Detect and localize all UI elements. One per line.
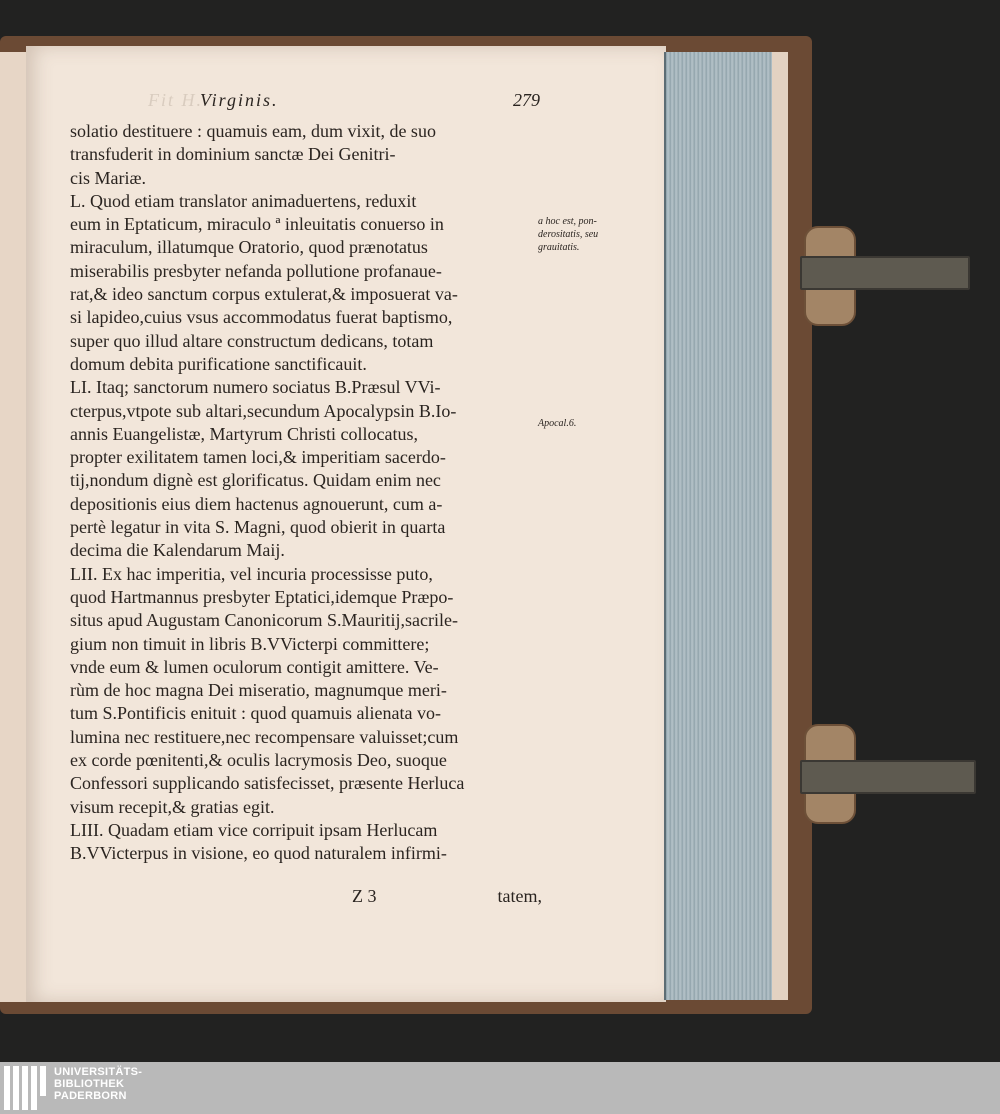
text-line: tij,nondum dignè est glorificatus. Quidam enim nec (70, 470, 441, 491)
text-line: LII. Ex hac imperitia, vel incuria processisse puto, (70, 563, 433, 584)
margin-note: grauitatis. (538, 242, 580, 253)
text-line: si lapideo,cuius vsus accommodatus fuerat baptismo, (70, 307, 453, 328)
margin-note: a hoc est, pon- (538, 216, 597, 227)
text-line: quod Hartmannus presbyter Eptatici,idemque Præpo- (70, 586, 454, 607)
text-line: miserabilis presbyter nefanda pollutione profanaue- (70, 260, 442, 281)
text-line: visum recepit,& gratias egit. (70, 796, 275, 817)
text-line: vnde eum & lumen oculorum contigit amittere. Ve- (70, 656, 439, 677)
text-line: ex corde pœnitenti,& oculis lacrymosis Deo, suoque (70, 750, 447, 771)
signature-mark: Z 3 (352, 886, 377, 906)
text-line: super quo illud altare constructum dedicans, totam (70, 330, 434, 351)
text-line: depositionis eius diem hactenus agnouerunt, cum a- (70, 493, 443, 514)
text-line: rat,& ideo sanctum corpus extulerat,& imposuerat va- (70, 284, 458, 305)
text-line: lumina nec restituere,nec recompensare valuisset;cum (70, 726, 459, 747)
text-line: pertè legatur in vita S. Magni, quod obierit in quarta (70, 517, 446, 538)
text-line: decima die Kalendarum Maij. (70, 540, 285, 561)
text-line: tum S.Pontificis enituit : quod quamuis alienata vo- (70, 703, 441, 724)
page-number: 279 (513, 90, 540, 110)
text-line: transfuderit in dominium sanctæ Dei Genitri- (70, 144, 396, 165)
library-name-line: PADERBORN (54, 1090, 127, 1102)
show-through-text: Fit H. (148, 90, 203, 110)
library-logo-icon (4, 1066, 48, 1110)
text-line: cterpus,vtpote sub altari,secundum Apocalypsin B.Io- (70, 400, 457, 421)
upper-clasp-strap (800, 256, 970, 290)
body-text (70, 120, 540, 866)
text-line: Confessori supplicando satisfecisset, præsente Herluca (70, 773, 465, 794)
text-line: rùm de hoc magna Dei miseratio, magnumque meri- (70, 680, 447, 701)
text-line: eum in Eptaticum, miraculo ª inleuitatis conuerso in (70, 214, 444, 235)
text-line: domum debita purificatione sanctificauit. (70, 353, 367, 374)
text-line: B.VVicterpus in visione, eo quod naturalem infirmi- (70, 843, 447, 864)
library-name-line: UNIVERSITÄTS- (54, 1066, 143, 1078)
margin-note: derositatis, seu (538, 229, 599, 240)
facing-page-edge (0, 52, 28, 1002)
text-line: LIII. Quadam etiam vice corripuit ipsam Herlucam (70, 819, 438, 840)
text-line: solatio destituere : quamuis eam, dum vixit, de suo (70, 121, 436, 141)
margin-note: Apocal.6. (538, 418, 577, 429)
library-name-line: BIBLIOTHEK (54, 1078, 125, 1090)
text-line: miraculum, illatumque Oratorio, quod prænotatus (70, 237, 428, 258)
text-line: propter exilitatem tamen loci,& imperitiam sacerdo- (70, 447, 446, 468)
catchword: tatem, (497, 886, 542, 906)
text-line: gium non timuit in libris B.VVicterpi committere; (70, 633, 430, 654)
running-header (200, 90, 540, 116)
text-line: annis Euangelistæ, Martyrum Christi collocatus, (70, 423, 418, 444)
catchline (352, 886, 542, 909)
library-name (54, 1066, 142, 1102)
text-line: situs apud Augustam Canonicorum S.Mauritij,sacrile- (70, 610, 458, 631)
lower-clasp-strap (800, 760, 976, 794)
library-footer (0, 1062, 1000, 1114)
text-line: cis Mariæ. (70, 167, 146, 188)
text-line: LI. Itaq; sanctorum numero sociatus B.Præsul VVi- (70, 377, 441, 398)
text-line: L. Quod etiam translator animaduertens, reduxit (70, 190, 417, 211)
page-block-edges (664, 52, 774, 1000)
running-title: Virginis. (200, 90, 279, 110)
back-board-edge (772, 52, 788, 1000)
